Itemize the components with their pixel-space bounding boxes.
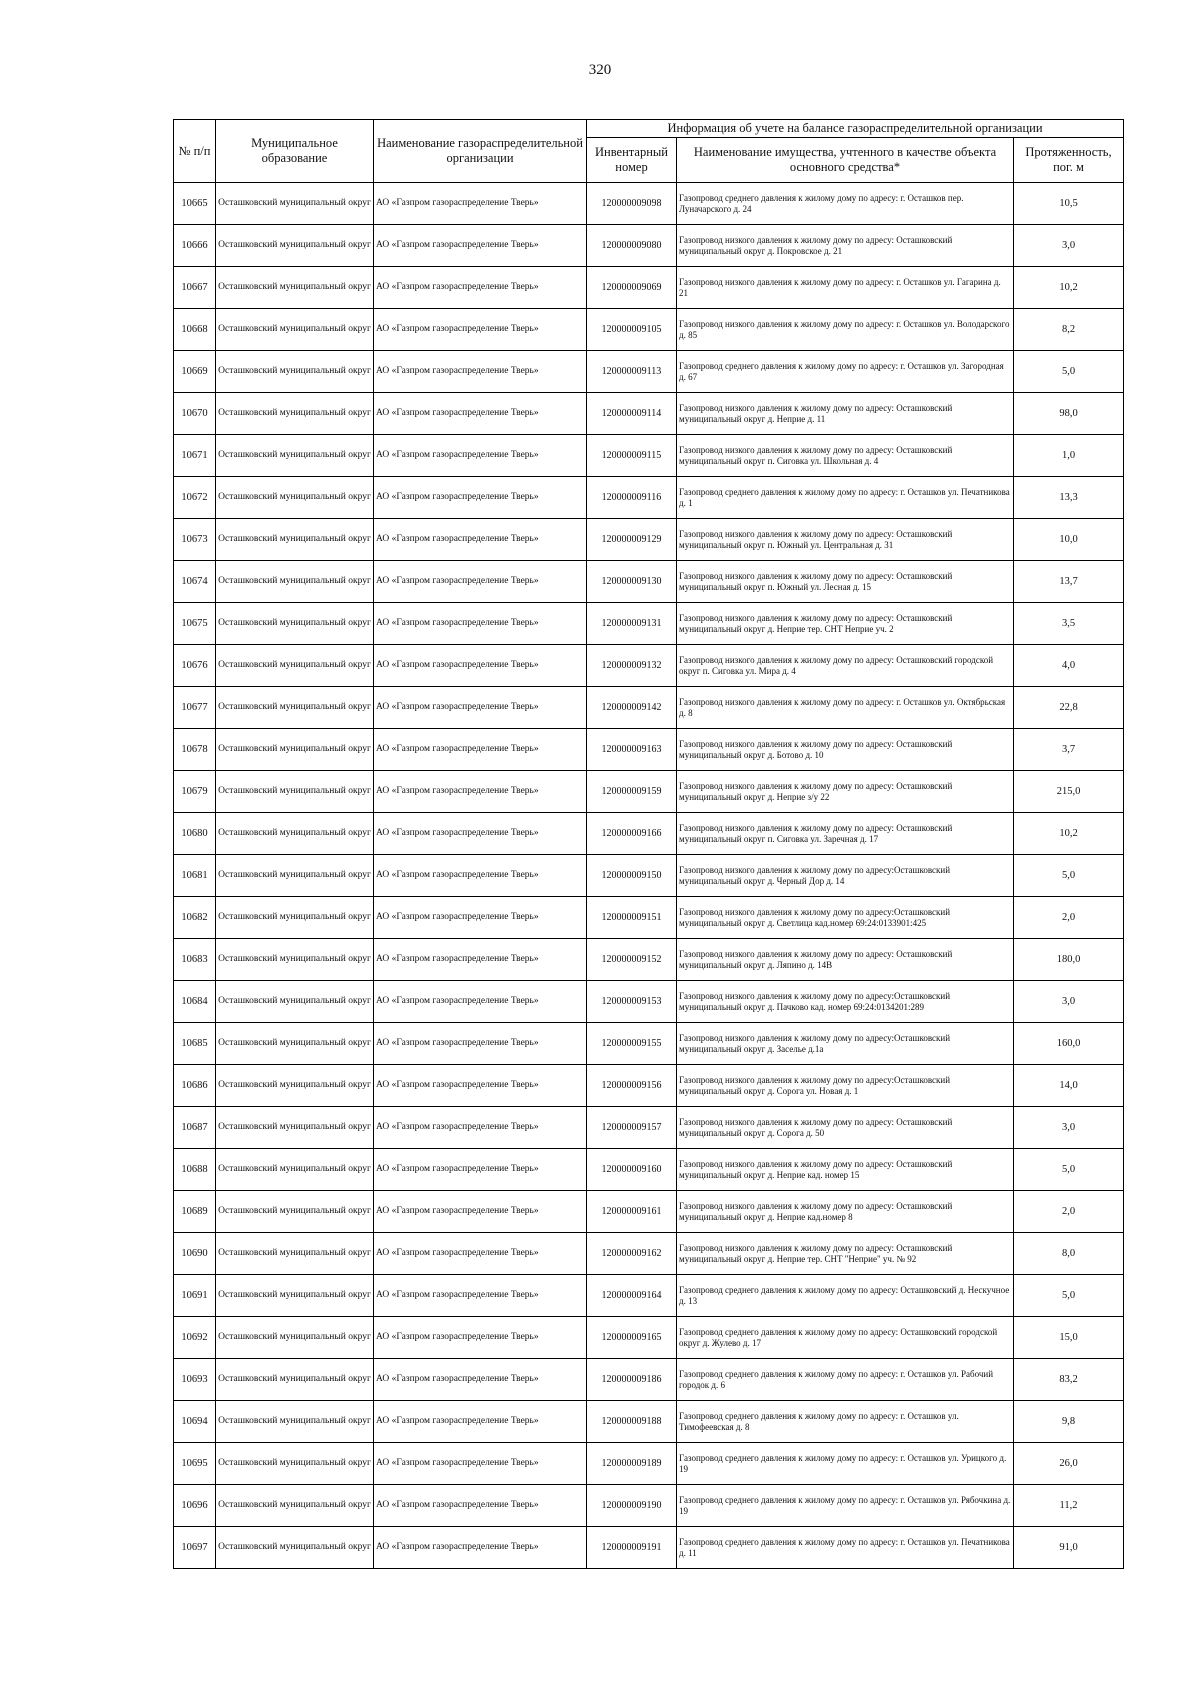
table-row (174, 1527, 1124, 1569)
property-name-cell: Газопровод низкого давления к жилому дому по адресу:Осташковский муниципальный округ д. Пачково кад. номер 69:24:0134201:289 (677, 981, 1014, 1023)
municipality-cell: Осташковский муниципальный округ (216, 351, 374, 393)
inventory-number-cell: 120000009114 (587, 393, 677, 435)
organization-cell: АО «Газпром газораспределение Тверь» (374, 1023, 587, 1065)
row-number: 10684 (174, 981, 216, 1023)
row-number: 10690 (174, 1233, 216, 1275)
table-row (174, 267, 1124, 309)
property-name-cell: Газопровод низкого давления к жилому дому по адресу: Осташковский муниципальный округ д. Сорога д. 50 (677, 1107, 1014, 1149)
inventory-number-cell: 120000009157 (587, 1107, 677, 1149)
row-number: 10692 (174, 1317, 216, 1359)
property-name-cell: Газопровод среднего давления к жилому дому по адресу: г. Осташков ул. Рабочий городок д. 6 (677, 1359, 1014, 1401)
organization-cell: АО «Газпром газораспределение Тверь» (374, 1401, 587, 1443)
municipality-cell: Осташковский муниципальный округ (216, 1149, 374, 1191)
municipality-cell: Осташковский муниципальный округ (216, 603, 374, 645)
property-name-cell: Газопровод среднего давления к жилому дому по адресу: г. Осташков пер. Луначарского д. 24 (677, 183, 1014, 225)
organization-cell: АО «Газпром газораспределение Тверь» (374, 225, 587, 267)
organization-cell: АО «Газпром газораспределение Тверь» (374, 561, 587, 603)
table-row (174, 1485, 1124, 1527)
property-name-cell: Газопровод низкого давления к жилому дому по адресу: Осташковский муниципальный округ д. Ботово д. 10 (677, 729, 1014, 771)
municipality-cell: Осташковский муниципальный округ (216, 309, 374, 351)
length-cell: 13,3 (1014, 477, 1124, 519)
table-row (174, 1359, 1124, 1401)
table-row (174, 939, 1124, 981)
header-length: Протяженность, пог. м (1014, 138, 1124, 183)
property-name-cell: Газопровод низкого давления к жилому дому по адресу: Осташковский муниципальный округ д. Неприе тер. СНТ Неприе уч. 2 (677, 603, 1014, 645)
property-name-cell: Газопровод среднего давления к жилому дому по адресу: Осташковский д. Нескучное д. 13 (677, 1275, 1014, 1317)
length-cell: 2,0 (1014, 1191, 1124, 1233)
organization-cell: АО «Газпром газораспределение Тверь» (374, 897, 587, 939)
row-number: 10676 (174, 645, 216, 687)
property-name-cell: Газопровод низкого давления к жилому дому по адресу: Осташковский муниципальный округ п. Сиговка ул. Заречная д. 17 (677, 813, 1014, 855)
table-row (174, 897, 1124, 939)
length-cell: 26,0 (1014, 1443, 1124, 1485)
row-number: 10683 (174, 939, 216, 981)
property-name-cell: Газопровод низкого давления к жилому дому по адресу: Осташковский муниципальный округ п. Южный ул. Центральная д. 31 (677, 519, 1014, 561)
table-row (174, 519, 1124, 561)
header-municipality: Муниципальное образование (216, 120, 374, 183)
length-cell: 3,7 (1014, 729, 1124, 771)
length-cell: 5,0 (1014, 1275, 1124, 1317)
table-row (174, 477, 1124, 519)
inventory-number-cell: 120000009131 (587, 603, 677, 645)
municipality-cell: Осташковский муниципальный округ (216, 813, 374, 855)
organization-cell: АО «Газпром газораспределение Тверь» (374, 939, 587, 981)
table-row (174, 225, 1124, 267)
row-number: 10688 (174, 1149, 216, 1191)
table-row (174, 351, 1124, 393)
inventory-number-cell: 120000009069 (587, 267, 677, 309)
table-row (174, 561, 1124, 603)
table-row (174, 1023, 1124, 1065)
table-row (174, 1149, 1124, 1191)
municipality-cell: Осташковский муниципальный округ (216, 687, 374, 729)
length-cell: 8,2 (1014, 309, 1124, 351)
row-number: 10673 (174, 519, 216, 561)
table-row (174, 1107, 1124, 1149)
table-row (174, 603, 1124, 645)
table-row (174, 1401, 1124, 1443)
organization-cell: АО «Газпром газораспределение Тверь» (374, 813, 587, 855)
row-number: 10678 (174, 729, 216, 771)
organization-cell: АО «Газпром газораспределение Тверь» (374, 1233, 587, 1275)
property-name-cell: Газопровод низкого давления к жилому дому по адресу: г. Осташков ул. Гагарина д. 21 (677, 267, 1014, 309)
property-name-cell: Газопровод низкого давления к жилому дому по адресу: г. Осташков ул. Володарского д. 85 (677, 309, 1014, 351)
length-cell: 3,0 (1014, 981, 1124, 1023)
municipality-cell: Осташковский муниципальный округ (216, 645, 374, 687)
header-inventory: Инвентарный номер (587, 138, 677, 183)
inventory-number-cell: 120000009105 (587, 309, 677, 351)
inventory-number-cell: 120000009190 (587, 1485, 677, 1527)
table-row (174, 729, 1124, 771)
row-number: 10672 (174, 477, 216, 519)
organization-cell: АО «Газпром газораспределение Тверь» (374, 1359, 587, 1401)
row-number: 10695 (174, 1443, 216, 1485)
table-row (174, 393, 1124, 435)
row-number: 10689 (174, 1191, 216, 1233)
length-cell: 8,0 (1014, 1233, 1124, 1275)
inventory-number-cell: 120000009164 (587, 1275, 677, 1317)
table-row (174, 1275, 1124, 1317)
municipality-cell: Осташковский муниципальный округ (216, 1401, 374, 1443)
length-cell: 3,5 (1014, 603, 1124, 645)
organization-cell: АО «Газпром газораспределение Тверь» (374, 981, 587, 1023)
row-number: 10675 (174, 603, 216, 645)
property-name-cell: Газопровод низкого давления к жилому дому по адресу:Осташковский муниципальный округ д. Сорога ул. Новая д. 1 (677, 1065, 1014, 1107)
municipality-cell: Осташковский муниципальный округ (216, 1023, 374, 1065)
length-cell: 180,0 (1014, 939, 1124, 981)
inventory-number-cell: 120000009191 (587, 1527, 677, 1569)
row-number: 10670 (174, 393, 216, 435)
header-organization: Наименование газораспределительной организации (374, 120, 587, 183)
row-number: 10682 (174, 897, 216, 939)
row-number: 10680 (174, 813, 216, 855)
header-num: № п/п (174, 120, 216, 183)
inventory-number-cell: 120000009156 (587, 1065, 677, 1107)
length-cell: 4,0 (1014, 645, 1124, 687)
organization-cell: АО «Газпром газораспределение Тверь» (374, 855, 587, 897)
organization-cell: АО «Газпром газораспределение Тверь» (374, 729, 587, 771)
table-row (174, 771, 1124, 813)
municipality-cell: Осташковский муниципальный округ (216, 1485, 374, 1527)
property-name-cell: Газопровод среднего давления к жилому дому по адресу: г. Осташков ул. Печатникова д. 1 (677, 477, 1014, 519)
table-body (174, 183, 1124, 1569)
property-name-cell: Газопровод низкого давления к жилому дому по адресу: Осташковский городской округ п. Сиговка ул. Мира д. 4 (677, 645, 1014, 687)
municipality-cell: Осташковский муниципальный округ (216, 1359, 374, 1401)
length-cell: 10,2 (1014, 267, 1124, 309)
inventory-number-cell: 120000009189 (587, 1443, 677, 1485)
organization-cell: АО «Газпром газораспределение Тверь» (374, 1107, 587, 1149)
organization-cell: АО «Газпром газораспределение Тверь» (374, 1191, 587, 1233)
municipality-cell: Осташковский муниципальный округ (216, 1191, 374, 1233)
organization-cell: АО «Газпром газораспределение Тверь» (374, 183, 587, 225)
organization-cell: АО «Газпром газораспределение Тверь» (374, 1065, 587, 1107)
organization-cell: АО «Газпром газораспределение Тверь» (374, 351, 587, 393)
organization-cell: АО «Газпром газораспределение Тверь» (374, 771, 587, 813)
length-cell: 15,0 (1014, 1317, 1124, 1359)
property-name-cell: Газопровод среднего давления к жилому дому по адресу: г. Осташков ул. Урицкого д. 19 (677, 1443, 1014, 1485)
property-name-cell: Газопровод низкого давления к жилому дому по адресу: Осташковский муниципальный округ д. Ляпино д. 14В (677, 939, 1014, 981)
length-cell: 5,0 (1014, 855, 1124, 897)
length-cell: 9,8 (1014, 1401, 1124, 1443)
property-name-cell: Газопровод низкого давления к жилому дому по адресу: г. Осташков ул. Октябрьская д. 8 (677, 687, 1014, 729)
table-row (174, 309, 1124, 351)
inventory-number-cell: 120000009163 (587, 729, 677, 771)
property-name-cell: Газопровод среднего давления к жилому дому по адресу: г. Осташков ул. Загородная д. 67 (677, 351, 1014, 393)
municipality-cell: Осташковский муниципальный округ (216, 1065, 374, 1107)
organization-cell: АО «Газпром газораспределение Тверь» (374, 603, 587, 645)
municipality-cell: Осташковский муниципальный округ (216, 225, 374, 267)
organization-cell: АО «Газпром газораспределение Тверь» (374, 1317, 587, 1359)
organization-cell: АО «Газпром газораспределение Тверь» (374, 1443, 587, 1485)
property-name-cell: Газопровод низкого давления к жилому дому по адресу: Осташковский муниципальный округ д. Неприе кад.номер 8 (677, 1191, 1014, 1233)
inventory-number-cell: 120000009153 (587, 981, 677, 1023)
length-cell: 98,0 (1014, 393, 1124, 435)
property-name-cell: Газопровод низкого давления к жилому дому по адресу:Осташковский муниципальный округ д. Черный Дор д. 14 (677, 855, 1014, 897)
inventory-number-cell: 120000009155 (587, 1023, 677, 1065)
row-number: 10667 (174, 267, 216, 309)
inventory-number-cell: 120000009098 (587, 183, 677, 225)
inventory-number-cell: 120000009129 (587, 519, 677, 561)
organization-cell: АО «Газпром газораспределение Тверь» (374, 1527, 587, 1569)
inventory-number-cell: 120000009132 (587, 645, 677, 687)
page-number: 320 (588, 62, 612, 78)
table-row (174, 1233, 1124, 1275)
row-number: 10694 (174, 1401, 216, 1443)
row-number: 10679 (174, 771, 216, 813)
municipality-cell: Осташковский муниципальный округ (216, 1275, 374, 1317)
table-row (174, 183, 1124, 225)
length-cell: 2,0 (1014, 897, 1124, 939)
row-number: 10696 (174, 1485, 216, 1527)
property-name-cell: Газопровод низкого давления к жилому дому по адресу: Осташковский муниципальный округ д. Неприе з/у 22 (677, 771, 1014, 813)
table-row (174, 855, 1124, 897)
property-name-cell: Газопровод среднего давления к жилому дому по адресу: г. Осташков ул. Рябочкина д. 19 (677, 1485, 1014, 1527)
table-row (174, 1443, 1124, 1485)
property-name-cell: Газопровод среднего давления к жилому дому по адресу: г. Осташков ул. Тимофеевская д. 8 (677, 1401, 1014, 1443)
inventory-number-cell: 120000009165 (587, 1317, 677, 1359)
property-name-cell: Газопровод среднего давления к жилому дому по адресу: Осташковский городской округ д. Жулево д. 17 (677, 1317, 1014, 1359)
length-cell: 215,0 (1014, 771, 1124, 813)
inventory-number-cell: 120000009166 (587, 813, 677, 855)
municipality-cell: Осташковский муниципальный округ (216, 939, 374, 981)
municipality-cell: Осташковский муниципальный округ (216, 561, 374, 603)
municipality-cell: Осташковский муниципальный округ (216, 477, 374, 519)
length-cell: 10,2 (1014, 813, 1124, 855)
length-cell: 5,0 (1014, 1149, 1124, 1191)
property-name-cell: Газопровод низкого давления к жилому дому по адресу: Осташковский муниципальный округ д. Неприе тер. СНТ "Неприе" уч. № 92 (677, 1233, 1014, 1275)
inventory-number-cell: 120000009130 (587, 561, 677, 603)
organization-cell: АО «Газпром газораспределение Тверь» (374, 519, 587, 561)
inventory-number-cell: 120000009186 (587, 1359, 677, 1401)
inventory-number-cell: 120000009150 (587, 855, 677, 897)
inventory-number-cell: 120000009188 (587, 1401, 677, 1443)
organization-cell: АО «Газпром газораспределение Тверь» (374, 393, 587, 435)
inventory-number-cell: 120000009115 (587, 435, 677, 477)
row-number: 10674 (174, 561, 216, 603)
organization-cell: АО «Газпром газораспределение Тверь» (374, 1275, 587, 1317)
municipality-cell: Осташковский муниципальный округ (216, 183, 374, 225)
length-cell: 14,0 (1014, 1065, 1124, 1107)
municipality-cell: Осташковский муниципальный округ (216, 1107, 374, 1149)
length-cell: 160,0 (1014, 1023, 1124, 1065)
inventory-number-cell: 120000009161 (587, 1191, 677, 1233)
inventory-number-cell: 120000009151 (587, 897, 677, 939)
municipality-cell: Осташковский муниципальный округ (216, 1443, 374, 1485)
table-row (174, 1065, 1124, 1107)
municipality-cell: Осташковский муниципальный округ (216, 435, 374, 477)
length-cell: 1,0 (1014, 435, 1124, 477)
row-number: 10666 (174, 225, 216, 267)
row-number: 10677 (174, 687, 216, 729)
row-number: 10691 (174, 1275, 216, 1317)
organization-cell: АО «Газпром газораспределение Тверь» (374, 1149, 587, 1191)
municipality-cell: Осташковский муниципальный округ (216, 519, 374, 561)
length-cell: 91,0 (1014, 1527, 1124, 1569)
property-name-cell: Газопровод низкого давления к жилому дому по адресу: Осташковский муниципальный округ п. Сиговка ул. Школьная д. 4 (677, 435, 1014, 477)
property-name-cell: Газопровод низкого давления к жилому дому по адресу: Осташковский муниципальный округ д. Неприе д. 11 (677, 393, 1014, 435)
row-number: 10685 (174, 1023, 216, 1065)
property-register-table (173, 119, 1124, 1569)
municipality-cell: Осташковский муниципальный округ (216, 897, 374, 939)
length-cell: 5,0 (1014, 351, 1124, 393)
row-number: 10686 (174, 1065, 216, 1107)
length-cell: 22,8 (1014, 687, 1124, 729)
inventory-number-cell: 120000009080 (587, 225, 677, 267)
municipality-cell: Осташковский муниципальный округ (216, 1317, 374, 1359)
inventory-number-cell: 120000009162 (587, 1233, 677, 1275)
property-name-cell: Газопровод низкого давления к жилому дому по адресу:Осташковский муниципальный округ д. Заселье д.1а (677, 1023, 1014, 1065)
inventory-number-cell: 120000009159 (587, 771, 677, 813)
inventory-number-cell: 120000009142 (587, 687, 677, 729)
table-row (174, 645, 1124, 687)
organization-cell: АО «Газпром газораспределение Тверь» (374, 645, 587, 687)
property-name-cell: Газопровод низкого давления к жилому дому по адресу: Осташковский муниципальный округ д. Покровское д. 21 (677, 225, 1014, 267)
row-number: 10669 (174, 351, 216, 393)
length-cell: 13,7 (1014, 561, 1124, 603)
row-number: 10687 (174, 1107, 216, 1149)
row-number: 10681 (174, 855, 216, 897)
organization-cell: АО «Газпром газораспределение Тверь» (374, 309, 587, 351)
row-number: 10665 (174, 183, 216, 225)
property-name-cell: Газопровод низкого давления к жилому дому по адресу:Осташковский муниципальный округ д. Светлица кад.номер 69:24:0133901:425 (677, 897, 1014, 939)
length-cell: 10,0 (1014, 519, 1124, 561)
table-row (174, 813, 1124, 855)
municipality-cell: Осташковский муниципальный округ (216, 1233, 374, 1275)
property-name-cell: Газопровод низкого давления к жилому дому по адресу: Осташковский муниципальный округ д. Неприе кад. номер 15 (677, 1149, 1014, 1191)
property-name-cell: Газопровод низкого давления к жилому дому по адресу: Осташковский муниципальный округ п. Южный ул. Лесная д. 15 (677, 561, 1014, 603)
organization-cell: АО «Газпром газораспределение Тверь» (374, 687, 587, 729)
row-number: 10671 (174, 435, 216, 477)
table-row (174, 435, 1124, 477)
municipality-cell: Осташковский муниципальный округ (216, 267, 374, 309)
length-cell: 3,0 (1014, 1107, 1124, 1149)
length-cell: 3,0 (1014, 225, 1124, 267)
table-header (174, 120, 1124, 183)
inventory-number-cell: 120000009160 (587, 1149, 677, 1191)
organization-cell: АО «Газпром газораспределение Тверь» (374, 435, 587, 477)
header-balance-info: Информация об учете на балансе газораспределительной организации (587, 120, 1124, 138)
organization-cell: АО «Газпром газораспределение Тверь» (374, 1485, 587, 1527)
header-property-name: Наименование имущества, учтенного в качестве объекта основного средства* (677, 138, 1014, 183)
length-cell: 10,5 (1014, 183, 1124, 225)
organization-cell: АО «Газпром газораспределение Тверь» (374, 267, 587, 309)
inventory-number-cell: 120000009152 (587, 939, 677, 981)
organization-cell: АО «Газпром газораспределение Тверь» (374, 477, 587, 519)
length-cell: 83,2 (1014, 1359, 1124, 1401)
municipality-cell: Осташковский муниципальный округ (216, 855, 374, 897)
length-cell: 11,2 (1014, 1485, 1124, 1527)
table-row (174, 1317, 1124, 1359)
municipality-cell: Осташковский муниципальный округ (216, 729, 374, 771)
municipality-cell: Осташковский муниципальный округ (216, 393, 374, 435)
table-row (174, 1191, 1124, 1233)
inventory-number-cell: 120000009113 (587, 351, 677, 393)
table-row (174, 687, 1124, 729)
municipality-cell: Осташковский муниципальный округ (216, 771, 374, 813)
property-name-cell: Газопровод среднего давления к жилому дому по адресу: г. Осташков ул. Печатникова д. 11 (677, 1527, 1014, 1569)
row-number: 10697 (174, 1527, 216, 1569)
table-row (174, 981, 1124, 1023)
municipality-cell: Осташковский муниципальный округ (216, 981, 374, 1023)
inventory-number-cell: 120000009116 (587, 477, 677, 519)
row-number: 10693 (174, 1359, 216, 1401)
row-number: 10668 (174, 309, 216, 351)
municipality-cell: Осташковский муниципальный округ (216, 1527, 374, 1569)
